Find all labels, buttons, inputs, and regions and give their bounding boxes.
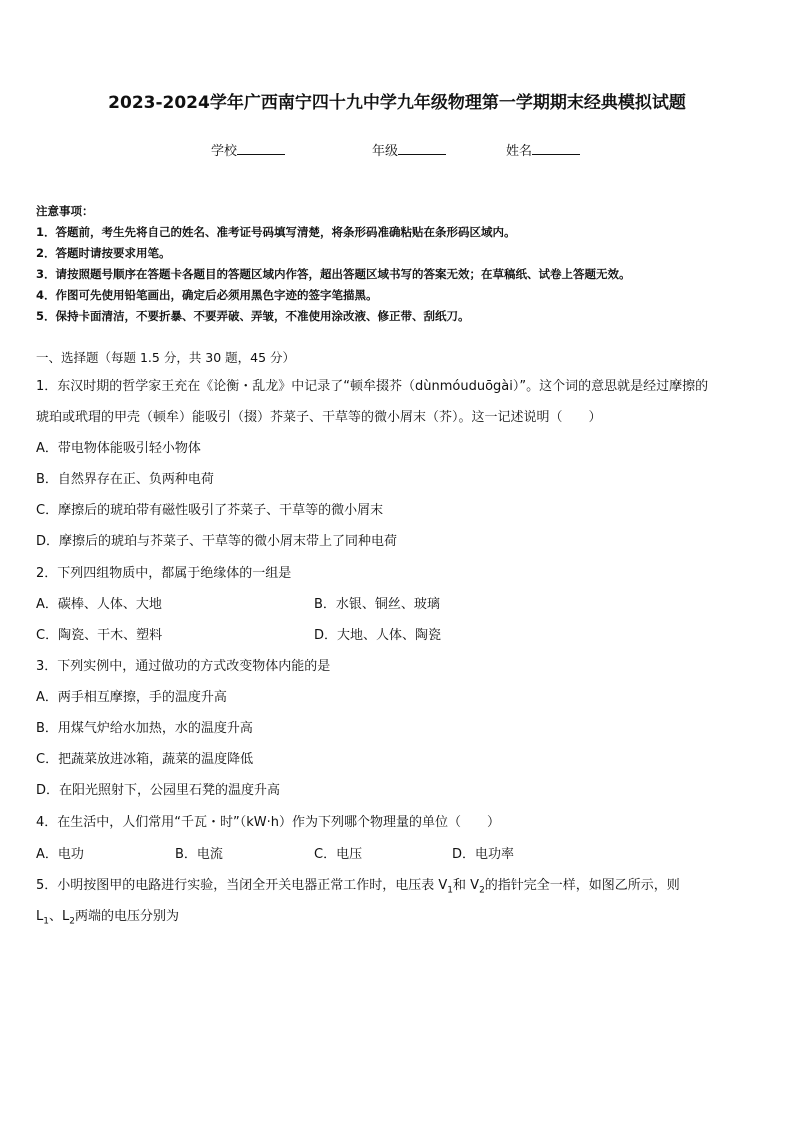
grade-field <box>372 140 446 159</box>
q2-option-d: D．大地、人体、陶瓷 <box>314 628 442 643</box>
notice-heading: 注意事项： <box>36 204 94 218</box>
q5-line2-b: 、L <box>48 909 70 924</box>
q5-sub-1: 1 <box>447 885 454 896</box>
school-label: 学校 <box>211 144 238 159</box>
q4-stem: 4．在生活中，人们常用“千瓦・时”（kW·h）作为下列哪个物理量的单位（ ） <box>36 815 500 830</box>
q5-line2-c: 两端的电压分别为 <box>74 909 179 924</box>
grade-label: 年级 <box>372 144 399 159</box>
school-field <box>211 140 285 159</box>
q5-sub-2: 2 <box>479 885 485 896</box>
name-label: 姓名 <box>506 144 533 159</box>
q1-stem-line1: 1．东汉时期的哲学家王充在《论衡・乱龙》中记录了“顿牟掇芥（dùnmóuduōgài）”。这个词的意思就是经过摩擦的 <box>36 379 709 394</box>
notice-item: 5．保持卡面清洁，不要折暴、不要弄破、弄皱，不准使用涂改液、修正带、刮纸刀。 <box>36 309 470 323</box>
q1-option-a: A．带电物体能吸引轻小物体 <box>36 441 201 456</box>
q3-option-d: D．在阳光照射下，公园里石凳的温度升高 <box>36 783 281 798</box>
q2-stem: 2．下列四组物质中，都属于绝缘体的一组是 <box>36 566 292 581</box>
grade-blank <box>398 142 446 155</box>
q1-option-d: D．摩擦后的琥珀与芥菜子、干草等的微小屑末带上了同种电荷 <box>36 534 398 549</box>
school-blank <box>237 142 285 155</box>
notice-item: 4．作图可先使用铅笔画出，确定后必须用黑色字迹的签字笔描黑。 <box>36 288 378 302</box>
q5-line2-sub-1: 1 <box>43 916 49 927</box>
q1-stem-line2: 琥珀或玳瑁的甲壳（顿牟）能吸引（掇）芥菜子、干草等的微小屑末（芥）。这一记述说明（ ） <box>36 410 602 425</box>
q3-option-a: A．两手相互摩擦，手的温度升高 <box>36 690 227 705</box>
q3-option-b: B．用煤气炉给水加热，水的温度升高 <box>36 721 253 736</box>
q2-option-c: C．陶瓷、干木、塑料 <box>36 628 163 643</box>
q3-stem: 3．下列实例中，通过做功的方式改变物体内能的是 <box>36 659 331 674</box>
q5-stem-c: 的指针完全一样，如图乙所示，则 <box>484 878 680 893</box>
q5-line2-sub-2: 2 <box>69 916 75 927</box>
q5-line2-a: L <box>36 909 44 924</box>
q2-option-b: B．水银、铜丝、玻璃 <box>314 597 440 612</box>
q1-option-b: B．自然界存在正、负两种电荷 <box>36 472 214 487</box>
page-title: 2023-2024学年广西南宁四十九中学九年级物理第一学期期末经典模拟试题 <box>108 93 686 113</box>
q2-option-a: A．碳棒、人体、大地 <box>36 597 162 612</box>
q4-option-c: C．电压 <box>314 847 363 862</box>
name-field <box>506 140 580 159</box>
q5-line2 <box>36 905 179 927</box>
q5-stem-a: 5．小明按图甲的电路进行实验，当闭全开关电器正常工作时，电压表 V <box>36 878 448 893</box>
q1-option-c: C．摩擦后的琥珀带有磁性吸引了芥菜子、干草等的微小屑末 <box>36 503 384 518</box>
q4-option-b: B．电流 <box>175 847 223 862</box>
q4-option-d: D．电功率 <box>452 847 515 862</box>
notice-item: 3．请按照题号顺序在答题卡各题目的答题区域内作答，超出答题区域书写的答案无效；在草稿纸、试卷上答题无效。 <box>36 267 631 281</box>
name-blank <box>532 142 580 155</box>
q5-stem-b: 和 V <box>453 878 480 893</box>
notice-item: 2．答题时请按要求用笔。 <box>36 246 171 260</box>
notice-item: 1．答题前，考生先将自己的姓名、准考证号码填写清楚，将条形码准确粘贴在条形码区域内。 <box>36 225 516 239</box>
section-heading: 一、选择题（每题 1.5 分，共 30 题，45 分） <box>36 350 296 365</box>
q5-stem <box>36 874 680 896</box>
q4-option-a: A．电功 <box>36 847 84 862</box>
q3-option-c: C．把蔬菜放进冰箱，蔬菜的温度降低 <box>36 752 254 767</box>
